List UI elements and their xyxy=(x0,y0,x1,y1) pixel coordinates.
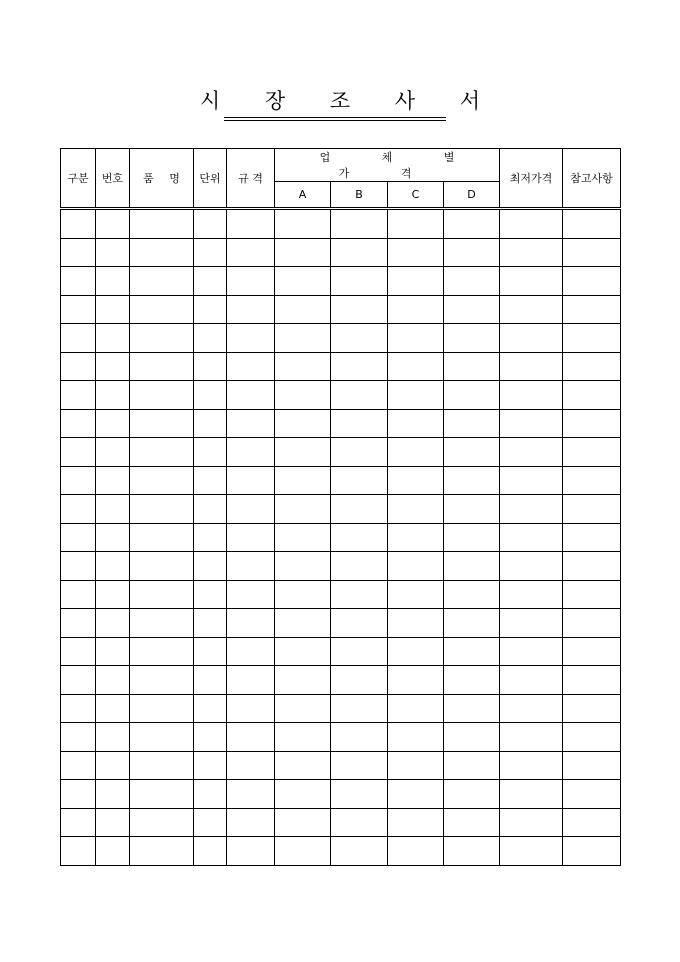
table-cell xyxy=(130,295,194,324)
table-row xyxy=(61,209,621,239)
table-cell xyxy=(194,666,227,695)
table-cell xyxy=(275,324,331,353)
table-cell xyxy=(500,324,563,353)
table-cell xyxy=(61,238,96,267)
table-cell xyxy=(96,751,130,780)
table-cell xyxy=(227,381,275,410)
table-row xyxy=(61,751,621,780)
table-cell xyxy=(500,466,563,495)
table-cell xyxy=(130,580,194,609)
table-cell xyxy=(194,466,227,495)
header-lowest-price: 최저가격 xyxy=(500,149,563,209)
table-cell xyxy=(331,324,388,353)
header-unit: 단위 xyxy=(194,149,227,209)
table-cell xyxy=(61,409,96,438)
table-cell xyxy=(388,295,444,324)
table-cell xyxy=(331,238,388,267)
table-cell xyxy=(563,723,621,752)
table-cell xyxy=(331,609,388,638)
table-cell xyxy=(61,780,96,809)
table-cell xyxy=(331,409,388,438)
table-cell xyxy=(130,666,194,695)
table-cell xyxy=(61,324,96,353)
table-cell xyxy=(444,808,500,837)
table-cell xyxy=(331,495,388,524)
table-cell xyxy=(500,808,563,837)
table-cell xyxy=(331,837,388,866)
table-cell xyxy=(500,609,563,638)
table-cell xyxy=(194,580,227,609)
table-cell xyxy=(194,409,227,438)
table-cell xyxy=(388,381,444,410)
table-cell xyxy=(500,780,563,809)
table-cell xyxy=(275,637,331,666)
table-cell xyxy=(500,666,563,695)
table-cell xyxy=(275,780,331,809)
table-cell xyxy=(388,780,444,809)
market-survey-table xyxy=(60,148,621,866)
table-cell xyxy=(563,381,621,410)
table-cell xyxy=(194,267,227,296)
table-cell xyxy=(388,495,444,524)
table-cell xyxy=(194,523,227,552)
table-cell xyxy=(130,324,194,353)
table-cell xyxy=(130,751,194,780)
table-cell xyxy=(61,808,96,837)
table-cell xyxy=(227,352,275,381)
table-cell xyxy=(227,438,275,467)
table-cell xyxy=(388,267,444,296)
table-cell xyxy=(61,209,96,239)
table-cell xyxy=(444,438,500,467)
table-cell xyxy=(96,666,130,695)
table-cell xyxy=(194,495,227,524)
table-cell xyxy=(563,694,621,723)
header-vendor-b: B xyxy=(331,182,388,209)
table-cell xyxy=(331,637,388,666)
table-cell xyxy=(227,409,275,438)
table-cell xyxy=(275,295,331,324)
table-cell xyxy=(444,495,500,524)
table-cell xyxy=(563,295,621,324)
table-row xyxy=(61,694,621,723)
table-cell xyxy=(331,438,388,467)
table-cell xyxy=(227,552,275,581)
table-cell xyxy=(563,666,621,695)
table-cell xyxy=(331,352,388,381)
table-cell xyxy=(275,495,331,524)
table-cell xyxy=(500,295,563,324)
table-cell xyxy=(388,723,444,752)
table-cell xyxy=(194,381,227,410)
table-cell xyxy=(61,609,96,638)
table-cell xyxy=(331,666,388,695)
table-cell xyxy=(130,609,194,638)
table-cell xyxy=(388,837,444,866)
table-cell xyxy=(563,552,621,581)
table-cell xyxy=(194,324,227,353)
table-cell xyxy=(563,267,621,296)
table-cell xyxy=(96,209,130,239)
table-cell xyxy=(444,352,500,381)
table-cell xyxy=(194,238,227,267)
table-cell xyxy=(96,637,130,666)
table-cell xyxy=(444,837,500,866)
table-cell xyxy=(500,352,563,381)
table-cell xyxy=(275,723,331,752)
table-row xyxy=(61,523,621,552)
table-cell xyxy=(331,466,388,495)
table-cell xyxy=(275,352,331,381)
table-cell xyxy=(96,808,130,837)
table-cell xyxy=(61,495,96,524)
table-row xyxy=(61,780,621,809)
table-cell xyxy=(444,780,500,809)
table-cell xyxy=(96,523,130,552)
table-cell xyxy=(563,209,621,239)
table-cell xyxy=(388,580,444,609)
header-remarks: 참고사항 xyxy=(563,149,621,209)
table-cell xyxy=(444,723,500,752)
table-cell xyxy=(96,837,130,866)
table-row xyxy=(61,238,621,267)
table-row xyxy=(61,495,621,524)
table-cell xyxy=(275,209,331,239)
title-underline-second xyxy=(224,120,446,121)
table-cell xyxy=(563,609,621,638)
table-cell xyxy=(563,751,621,780)
table-row xyxy=(61,637,621,666)
table-cell xyxy=(275,267,331,296)
table-cell xyxy=(500,552,563,581)
table-cell xyxy=(227,295,275,324)
table-row xyxy=(61,324,621,353)
table-cell xyxy=(130,209,194,239)
table-cell xyxy=(388,523,444,552)
table-cell xyxy=(275,409,331,438)
table-cell xyxy=(444,580,500,609)
table-cell xyxy=(563,466,621,495)
table-cell xyxy=(130,238,194,267)
table-cell xyxy=(130,723,194,752)
table-cell xyxy=(388,609,444,638)
table-cell xyxy=(275,751,331,780)
table-cell xyxy=(500,495,563,524)
table-cell xyxy=(227,238,275,267)
table-cell xyxy=(444,637,500,666)
table-cell xyxy=(194,352,227,381)
table-cell xyxy=(275,837,331,866)
table-cell xyxy=(500,409,563,438)
table-cell xyxy=(444,751,500,780)
table-cell xyxy=(388,466,444,495)
table-cell xyxy=(61,438,96,467)
table-cell xyxy=(563,637,621,666)
table-cell xyxy=(96,580,130,609)
header-vendor-prices: 업 체 별 가 격 xyxy=(275,149,500,182)
table-cell xyxy=(61,295,96,324)
table-cell xyxy=(61,267,96,296)
table-row xyxy=(61,466,621,495)
table-cell xyxy=(444,466,500,495)
table-cell xyxy=(388,438,444,467)
table-cell xyxy=(227,580,275,609)
table-cell xyxy=(500,238,563,267)
table-cell xyxy=(444,324,500,353)
table-cell xyxy=(96,552,130,581)
table-cell xyxy=(61,381,96,410)
page-title: 시 장 조 사 서 xyxy=(199,89,500,113)
table-row xyxy=(61,381,621,410)
table-cell xyxy=(500,751,563,780)
table-cell xyxy=(227,751,275,780)
table-cell xyxy=(500,837,563,866)
table-cell xyxy=(331,694,388,723)
table-cell xyxy=(563,580,621,609)
table-cell xyxy=(275,609,331,638)
table-cell xyxy=(275,466,331,495)
header-spec: 규 격 xyxy=(227,149,275,209)
table-row xyxy=(61,352,621,381)
table-cell xyxy=(61,466,96,495)
table-cell xyxy=(194,209,227,239)
header-number: 번호 xyxy=(96,149,130,209)
table-cell xyxy=(61,723,96,752)
table-cell xyxy=(227,324,275,353)
table-row xyxy=(61,808,621,837)
table-cell xyxy=(130,808,194,837)
table-cell xyxy=(444,666,500,695)
table-cell xyxy=(388,666,444,695)
table-cell xyxy=(275,238,331,267)
table-cell xyxy=(61,694,96,723)
table-cell xyxy=(61,751,96,780)
table-cell xyxy=(500,523,563,552)
table-cell xyxy=(444,409,500,438)
header-vendor-a: A xyxy=(275,182,331,209)
table-cell xyxy=(194,295,227,324)
table-cell xyxy=(61,523,96,552)
table-cell xyxy=(96,409,130,438)
table-row xyxy=(61,666,621,695)
table-cell xyxy=(227,209,275,239)
table-cell xyxy=(130,523,194,552)
table-cell xyxy=(227,495,275,524)
table-row xyxy=(61,837,621,866)
table-cell xyxy=(444,523,500,552)
table-cell xyxy=(227,523,275,552)
table-cell xyxy=(388,238,444,267)
table-cell xyxy=(563,438,621,467)
table-cell xyxy=(130,438,194,467)
table-cell xyxy=(96,723,130,752)
table-cell xyxy=(227,837,275,866)
table-cell xyxy=(96,694,130,723)
table-cell xyxy=(331,209,388,239)
table-cell xyxy=(227,723,275,752)
table-cell xyxy=(275,438,331,467)
table-cell xyxy=(96,324,130,353)
header-vendor-c: C xyxy=(388,182,444,209)
table-cell xyxy=(61,580,96,609)
table-row xyxy=(61,580,621,609)
table-cell xyxy=(388,209,444,239)
table-cell xyxy=(194,552,227,581)
table-cell xyxy=(444,381,500,410)
table-cell xyxy=(563,808,621,837)
table-cell xyxy=(194,694,227,723)
table-cell xyxy=(275,523,331,552)
table-cell xyxy=(563,523,621,552)
table-cell xyxy=(96,352,130,381)
table-cell xyxy=(388,808,444,837)
table-cell xyxy=(331,808,388,837)
table-cell xyxy=(96,609,130,638)
table-cell xyxy=(331,723,388,752)
table-cell xyxy=(227,609,275,638)
table-cell xyxy=(194,723,227,752)
table-cell xyxy=(500,723,563,752)
table-cell xyxy=(61,637,96,666)
table-cell xyxy=(388,552,444,581)
table-cell xyxy=(227,694,275,723)
table-cell xyxy=(331,552,388,581)
table-cell xyxy=(130,466,194,495)
table-cell xyxy=(227,808,275,837)
table-cell xyxy=(194,438,227,467)
table-cell xyxy=(388,352,444,381)
table-cell xyxy=(563,409,621,438)
table-cell xyxy=(444,238,500,267)
table-cell xyxy=(444,694,500,723)
table-cell xyxy=(61,552,96,581)
table-cell xyxy=(500,438,563,467)
table-cell xyxy=(96,295,130,324)
table-cell xyxy=(227,637,275,666)
table-cell xyxy=(563,238,621,267)
table-cell xyxy=(130,409,194,438)
table-cell xyxy=(331,523,388,552)
table-cell xyxy=(444,552,500,581)
table-cell xyxy=(130,837,194,866)
table-cell xyxy=(194,808,227,837)
table-cell xyxy=(500,580,563,609)
table-cell xyxy=(130,381,194,410)
table-cell xyxy=(388,751,444,780)
table-cell xyxy=(500,267,563,296)
table-cell xyxy=(563,352,621,381)
table-cell xyxy=(500,694,563,723)
table-cell xyxy=(194,780,227,809)
table-cell xyxy=(227,666,275,695)
table-cell xyxy=(275,808,331,837)
table-cell xyxy=(96,466,130,495)
table-cell xyxy=(500,381,563,410)
title-underline xyxy=(224,117,446,118)
table-row xyxy=(61,552,621,581)
header-category: 구분 xyxy=(61,149,96,209)
table-cell xyxy=(444,267,500,296)
table-cell xyxy=(444,209,500,239)
table-cell xyxy=(227,267,275,296)
table-cell xyxy=(388,409,444,438)
table-cell xyxy=(96,238,130,267)
table-cell xyxy=(96,267,130,296)
table-cell xyxy=(275,694,331,723)
table-cell xyxy=(444,609,500,638)
table-cell xyxy=(331,751,388,780)
table-cell xyxy=(96,381,130,410)
table-cell xyxy=(563,780,621,809)
table-cell xyxy=(130,552,194,581)
header-item-name: 품 명 xyxy=(130,149,194,209)
table-cell xyxy=(331,267,388,296)
table-cell xyxy=(275,580,331,609)
table-cell xyxy=(500,209,563,239)
table-cell xyxy=(500,637,563,666)
table-cell xyxy=(130,495,194,524)
table-cell xyxy=(331,295,388,324)
table-cell xyxy=(130,267,194,296)
table-cell xyxy=(227,466,275,495)
table-body xyxy=(61,209,621,866)
table-row xyxy=(61,609,621,638)
table-row xyxy=(61,267,621,296)
table-cell xyxy=(331,780,388,809)
table-cell xyxy=(388,694,444,723)
table-cell xyxy=(388,637,444,666)
table-cell xyxy=(388,324,444,353)
table-cell xyxy=(331,580,388,609)
table-cell xyxy=(61,837,96,866)
table-cell xyxy=(275,381,331,410)
table-cell xyxy=(194,837,227,866)
table-cell xyxy=(194,637,227,666)
table-cell xyxy=(194,751,227,780)
table-row xyxy=(61,409,621,438)
table-cell xyxy=(130,694,194,723)
table-cell xyxy=(130,637,194,666)
table-cell xyxy=(194,609,227,638)
table-cell xyxy=(96,495,130,524)
table-cell xyxy=(130,780,194,809)
table-cell xyxy=(130,352,194,381)
table-row xyxy=(61,295,621,324)
table-cell xyxy=(96,780,130,809)
table-cell xyxy=(275,666,331,695)
table-row xyxy=(61,438,621,467)
table-cell xyxy=(563,495,621,524)
table-cell xyxy=(227,780,275,809)
table-row xyxy=(61,723,621,752)
table-cell xyxy=(331,381,388,410)
table-cell xyxy=(96,438,130,467)
table-cell xyxy=(275,552,331,581)
table-cell xyxy=(563,837,621,866)
table-cell xyxy=(61,666,96,695)
table-cell xyxy=(61,352,96,381)
table-cell xyxy=(444,295,500,324)
header-vendor-d: D xyxy=(444,182,500,209)
table-cell xyxy=(563,324,621,353)
